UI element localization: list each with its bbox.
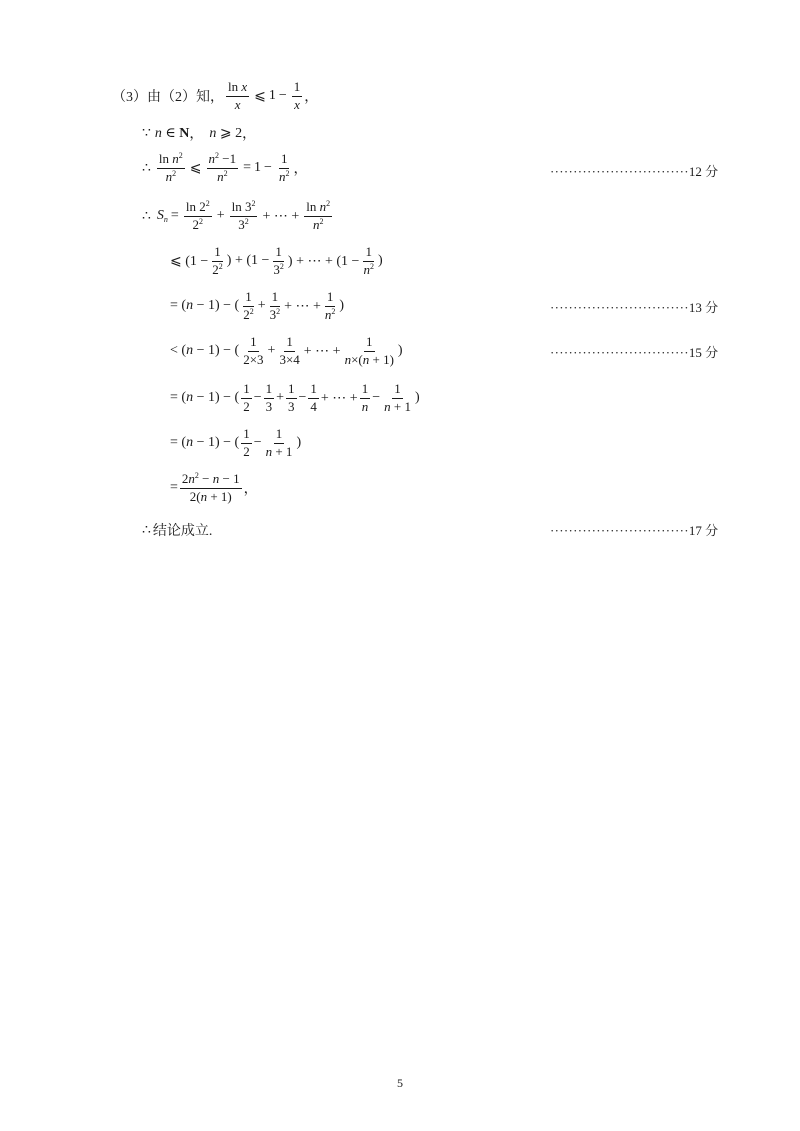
- line-bound-5: = (n − 1) − ( $\frac{1}{2}$ − $\frac{1}{n + 1}$ ): [170, 426, 302, 459]
- fraction-1-over-x: $\frac{1}{x}$: [293, 79, 301, 112]
- line-part3-premise: （3）由（2）知， $\frac{\text{ln x}}{x}$ ⩽ 1 − $\frac{1}{x}$ ，: [112, 79, 319, 112]
- line-bound-1: ⩽ (1 − $\frac{1}{2^2}$ ) + (1 − $\frac{1}{3^2}$ ) + ⋯ + (1 − $\frac{1}{n^2}$ ): [170, 244, 383, 277]
- because-symbol: ∵: [142, 125, 151, 141]
- score-15: ······························15 分: [550, 345, 719, 360]
- line-bound-2: = (n − 1) − ( $\frac{1}{2^2}$ + $\frac{1}{3^2}$ + ⋯ + $\frac{1}{n^2}$ ): [170, 289, 345, 322]
- score-17: ······························17 分: [550, 523, 719, 538]
- fraction-lnx-over-x: $\frac{\text{ln x}}{x}$: [228, 79, 248, 112]
- part3-label: （3）由（2）知，: [112, 90, 224, 106]
- line-bound-4: = (n − 1) − ( $\frac{1}{2}$ − $\frac{1}{3}$ + $\frac{1}{3}$ − $\frac{1}{4}$ + ⋯ + $\frac{1}{n}$ − $\frac{1}{n + 1}$ ): [170, 381, 420, 414]
- line-inequality-lnn2: ∴ $\frac{\ln n^2}{n^2}$ ⩽ $\frac{n^2 -1}{n^2}$ = 1 − $\frac{1}{n^2}$ ，: [142, 151, 308, 184]
- line-bound-3: < (n − 1) − ( $\frac{1}{2\times 3}$ + $\frac{1}{3\times 4}$ + ⋯ + $\frac{1}{n\times(n + 1)}$ ): [170, 334, 403, 367]
- page-number: 5: [397, 1076, 403, 1090]
- conclusion-text: 结论成立.: [152, 524, 213, 539]
- line-conclusion: ∴ 结论成立.: [142, 520, 212, 540]
- line-result: = $\frac{2n^2 - n - 1}{2(n + 1)}$ ，: [170, 471, 258, 504]
- line-condition: ∵ n ∈ N ， n ⩾ 2 ，: [142, 125, 257, 142]
- score-13: ······························13 分: [550, 300, 719, 315]
- line-sn-definition: ∴ $S_n$ = $\frac{\ln 2^2}{2^2}$ + $\frac{\ln 3^2}{3^2}$ + ⋯ + $\frac{\ln n^2}{n^2}$: [142, 199, 331, 232]
- score-12: ······························12 分: [550, 164, 719, 179]
